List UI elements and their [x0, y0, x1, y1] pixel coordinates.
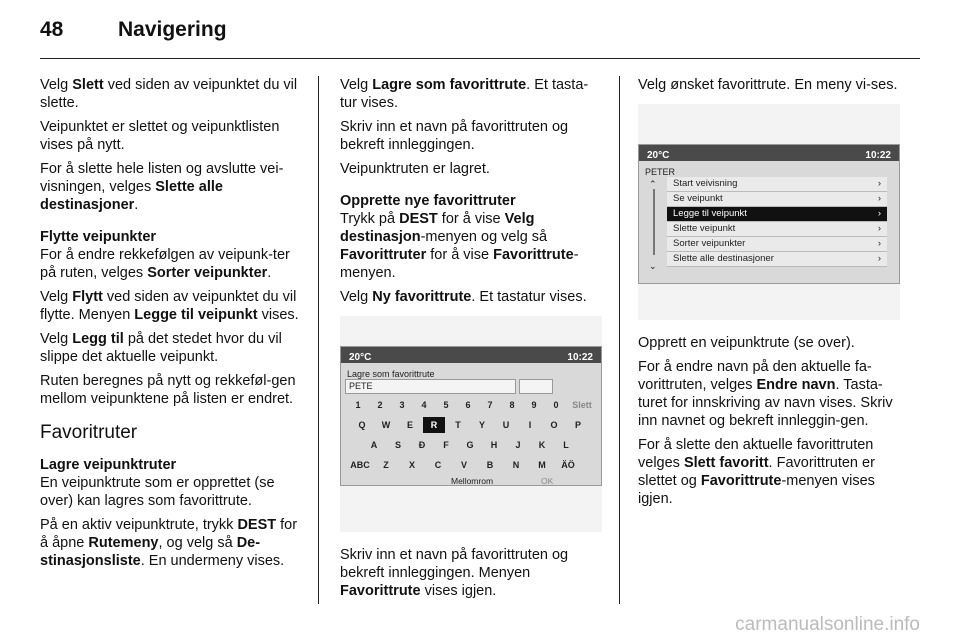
paragraph: Skriv inn et navn på favorittruten og bekreft innleggingen. Menyen Favorittrute vises igjen.	[340, 547, 569, 599]
keyboard-key[interactable]: H	[490, 440, 498, 450]
keyboard-key[interactable]: Z	[383, 460, 389, 470]
section-heading: Favoritruter	[40, 422, 138, 443]
paragraph: For å endre rekkefølgen av veipunk-ter på ruten, velges Sorter veipunkter.	[40, 247, 290, 281]
paragraph: Velg ønsket favorittrute. En meny vi-ses.	[638, 77, 898, 93]
temperature-readout: 20°C	[349, 352, 372, 363]
paragraph: Velg Slett ved siden av veipunktet du vil slette.	[40, 77, 298, 111]
column-3	[638, 76, 903, 514]
keyboard-key[interactable]: X	[408, 460, 415, 470]
keyboard-key[interactable]: Đ	[418, 440, 426, 450]
subheading: Flytte veipunkter	[40, 229, 157, 245]
screen-title: Lagre som favorittrute	[347, 369, 435, 379]
keyboard-key[interactable]: V	[460, 460, 467, 470]
temperature-readout: 20°C	[647, 150, 670, 161]
keyboard-key[interactable]: 0	[553, 400, 559, 410]
paragraph: For å slette den aktuelle favorittruten velges Slett favoritt. Favorittruten er slettet og Favorittrute-menyen vises igjen.	[638, 437, 875, 507]
paragraph: Velg Flytt ved siden av veipunktet du vil flytte. Menyen Legge til veipunkt vises.	[40, 289, 299, 323]
keyboard-key[interactable]: I	[528, 420, 532, 430]
scroll-up-icon[interactable]: ⌃	[649, 179, 657, 189]
menu-item[interactable]: Sorter veipunkter ›	[667, 237, 887, 252]
keyboard-key[interactable]: 7	[487, 400, 493, 410]
keyboard-key[interactable]: W	[381, 420, 391, 430]
space-key[interactable]: Mellomrom	[451, 476, 494, 486]
keyboard-key[interactable]: S	[394, 440, 401, 450]
keyboard-key[interactable]: G	[466, 440, 474, 450]
menu-item[interactable]: Start veivisning ›	[667, 177, 887, 192]
keyboard-key[interactable]: O	[550, 420, 558, 430]
paragraph: Veipunktet er slettet og veipunktlisten vises på nytt.	[40, 119, 280, 153]
keyboard-key[interactable]: E	[406, 420, 413, 430]
subheading: Lagre veipunktruter	[40, 457, 177, 473]
scrollbar[interactable]	[653, 189, 655, 255]
keyboard-key[interactable]: M	[538, 460, 546, 470]
column-divider-1	[318, 76, 319, 604]
subheading: Opprette nye favorittruter	[340, 193, 516, 209]
paragraph: Veipunktruten er lagret.	[340, 161, 490, 177]
menu-item[interactable]: Slette veipunkt ›	[667, 222, 887, 237]
keyboard-key[interactable]: C	[434, 460, 442, 470]
paragraph: Velg Lagre som favorittrute. Et tasta-tur vises.	[340, 77, 589, 111]
chevron-right-icon: ›	[877, 223, 881, 234]
paragraph: Ruten beregnes på nytt og rekkeføl-gen mellom veipunktene på listen er endret.	[40, 373, 296, 407]
keyboard-key[interactable]: ÄÖ	[561, 460, 575, 470]
paragraph: Trykk på DEST for å vise Velg destinasjon-menyen og velg så Favorittruter for å vise Favorittrute-menyen.	[340, 211, 579, 281]
paragraph: Skriv inn et navn på favorittruten og bekreft innleggingen.	[340, 119, 569, 153]
paragraph: Velg Ny favorittrute. Et tastatur vises.	[340, 289, 587, 305]
keyboard-row-numbers	[347, 397, 595, 413]
keyboard-key[interactable]: Y	[478, 420, 485, 430]
keyboard-key[interactable]: Q	[358, 420, 366, 430]
clock-readout: 10:22	[865, 150, 891, 161]
screen-title: PETER	[645, 167, 676, 177]
keyboard-key[interactable]: U	[502, 420, 510, 430]
keyboard-key[interactable]: K	[538, 440, 546, 450]
keyboard-key[interactable]: P	[574, 420, 581, 430]
keyboard-row-2	[347, 437, 595, 453]
page-number: 48	[40, 18, 64, 41]
paragraph: En veipunktrute som er opprettet (se over) kan lagres som favorittrute.	[40, 475, 275, 509]
chevron-right-icon: ›	[877, 208, 881, 219]
clock-readout: 10:22	[567, 352, 593, 363]
menu-screenshot	[638, 104, 900, 320]
keyboard-key[interactable]: A	[370, 440, 378, 450]
keyboard-key[interactable]: N	[512, 460, 520, 470]
chevron-right-icon: ›	[877, 178, 881, 189]
page-header	[40, 18, 920, 54]
keyboard-key[interactable]: F	[443, 440, 449, 450]
chevron-right-icon: ›	[877, 193, 881, 204]
keyboard-key[interactable]: L	[563, 440, 569, 450]
paragraph: Velg Legg til på det stedet hvor du vil slippe det aktuelle veipunkt.	[40, 331, 282, 365]
header-rule	[40, 58, 920, 59]
entry-aux-field	[519, 379, 553, 394]
keyboard-key[interactable]: 8	[509, 400, 515, 410]
keyboard-key[interactable]: B	[486, 460, 494, 470]
menu-item[interactable]: Slette alle destinasjoner ›	[667, 252, 887, 267]
status-bar	[341, 347, 601, 363]
paragraph: På en aktiv veipunktrute, trykk DEST for å åpne Rutemeny, og velg så De-stinasjonsliste. En undermeny vises.	[40, 517, 298, 569]
keyboard-row-3	[347, 457, 595, 473]
chevron-right-icon: ›	[877, 253, 881, 264]
paragraph: For å endre navn på den aktuelle fa-vorittruten, velges Endre navn. Tasta-turet for innskriving av navn vises. Skriv inn navnet og bekreft innleggin-gen.	[638, 359, 893, 429]
ok-key[interactable]: OK	[541, 476, 554, 486]
watermark: carmanualsonline.info	[735, 614, 920, 635]
keyboard-key[interactable]: J	[515, 440, 521, 450]
column-2	[340, 76, 605, 606]
chapter-title: Navigering	[118, 18, 227, 41]
menu-item[interactable]: Se veipunkt ›	[667, 192, 887, 207]
column-1	[40, 76, 305, 576]
status-bar	[639, 145, 899, 161]
menu-screen	[638, 144, 900, 284]
keyboard-key[interactable]: 2	[377, 400, 383, 410]
chevron-right-icon: ›	[877, 238, 881, 249]
keyboard-key[interactable]: 5	[443, 400, 449, 410]
column-divider-2	[619, 76, 620, 604]
keyboard-key[interactable]: 9	[531, 400, 537, 410]
keyboard-key[interactable]: R	[423, 417, 445, 433]
name-entry-field[interactable]: PETE	[345, 379, 516, 394]
keyboard-key[interactable]: 4	[421, 400, 427, 410]
scroll-down-icon[interactable]: ⌄	[649, 261, 657, 271]
keyboard-screenshot	[340, 316, 602, 532]
paragraph: For å slette hele listen og avslutte vei-visningen, velges Slette alle destinasjoner.	[40, 161, 284, 213]
keyboard-key[interactable]: T	[455, 420, 461, 430]
keyboard-key[interactable]: Slett	[572, 400, 592, 410]
keyboard-row-1	[347, 417, 595, 433]
keyboard-screen	[340, 346, 602, 486]
keyboard-key[interactable]: 1	[355, 400, 361, 410]
menu-item[interactable]: Legge til veipunkt ›	[667, 207, 887, 222]
keyboard-key[interactable]: 6	[465, 400, 471, 410]
keyboard-key[interactable]: ABC	[350, 460, 370, 470]
keyboard-key[interactable]: 3	[399, 400, 405, 410]
paragraph: Opprett en veipunktrute (se over).	[638, 335, 855, 351]
